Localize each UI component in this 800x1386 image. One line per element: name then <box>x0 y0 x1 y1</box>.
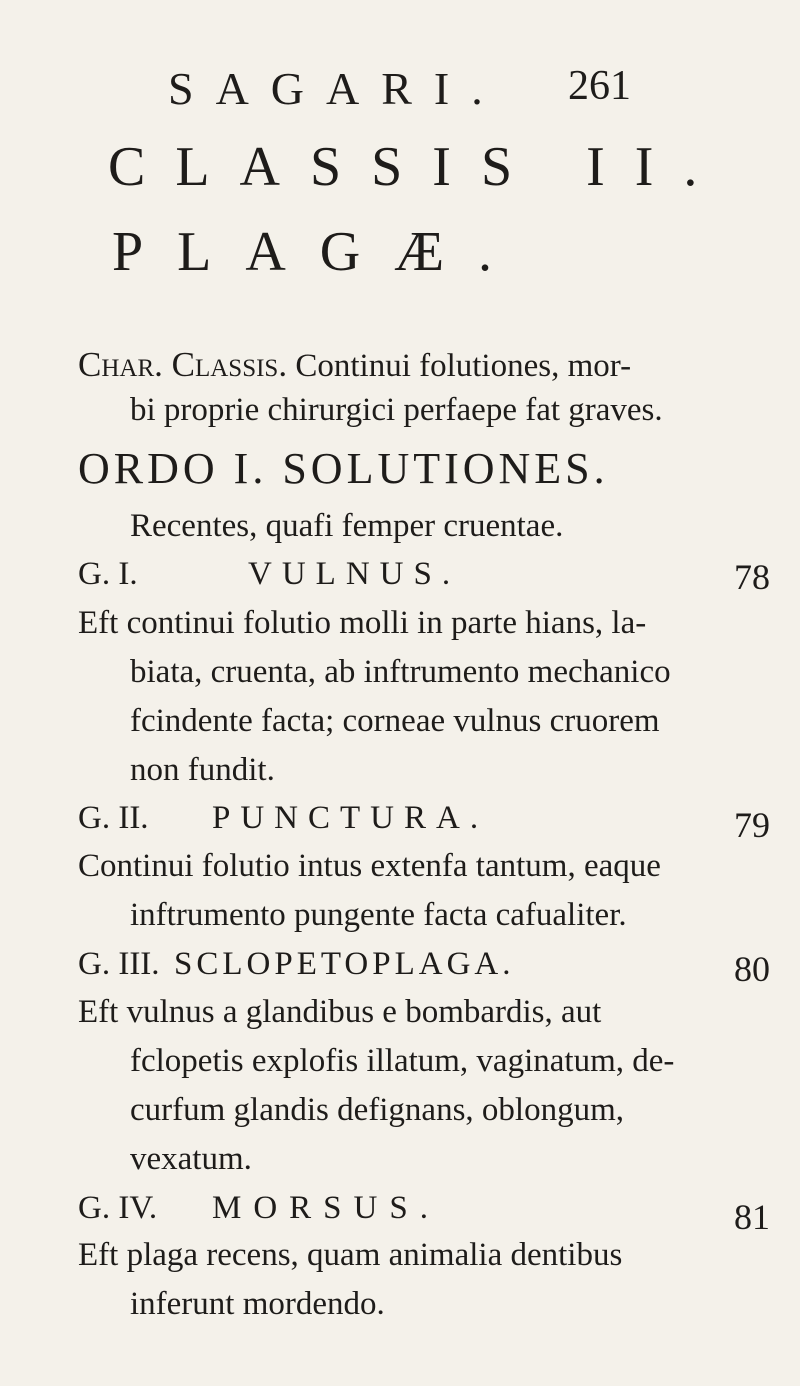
genus-2-heading <box>78 800 489 837</box>
genus-1-name: VULNUS. <box>248 556 461 592</box>
genus-1-line: fcindente facta; corneae vulnus cruorem <box>130 703 660 739</box>
char-line-1 <box>78 345 631 385</box>
genus-3-line: Eft vulnus a glandibus e bombardis, aut <box>78 994 602 1030</box>
char-label: Char. Classis. <box>78 345 288 384</box>
page-number: 261 <box>568 63 631 109</box>
genus-3-line: vexatum. <box>130 1141 252 1177</box>
genus-1-line: biata, cruenta, ab inftrumento mechanico <box>130 654 671 690</box>
classis-heading: CLASSIS II. <box>108 136 728 198</box>
genus-2-name: PUNCTURA. <box>212 800 489 836</box>
genus-4-margin-number: 81 <box>734 1197 770 1237</box>
genus-2-line: Continui folutio intus extenfa tantum, eaque <box>78 848 661 884</box>
genus-3-line: curfum glandis defignans, oblongum, <box>130 1092 625 1128</box>
running-head-title: SAGARI. <box>168 63 505 114</box>
genus-1-margin-number: 78 <box>734 557 770 597</box>
genus-3-heading <box>78 946 515 983</box>
ordo-title: ORDO I. SOLUTIONES. <box>78 444 609 493</box>
char-text-1: Continui folutiones, mor- <box>295 348 632 384</box>
genus-2-margin-number: 79 <box>734 805 770 845</box>
genus-1-line: Eft continui folutio molli in parte hians, la- <box>78 605 647 641</box>
genus-4-line: Eft plaga recens, quam animalia dentibus <box>78 1237 623 1273</box>
genus-2-number: G. II. <box>78 800 149 836</box>
genus-4-number: G. IV. <box>78 1190 158 1226</box>
ordo-subtitle: Recentes, quafi femper cruentae. <box>130 508 564 544</box>
char-line-2: bi proprie chirurgici perfaepe fat graves. <box>130 392 663 428</box>
genus-3-line: fclopetis explofis illatum, vaginatum, de- <box>130 1043 675 1079</box>
genus-3-number: G. III. <box>78 946 160 982</box>
genus-1-line: non fundit. <box>130 752 275 788</box>
genus-4-heading <box>78 1190 440 1227</box>
genus-1-heading <box>78 556 461 593</box>
genus-4-line: inferunt mordendo. <box>130 1286 385 1322</box>
genus-1-number: G. I. <box>78 556 138 592</box>
plagae-heading: PLAGÆ. <box>112 221 527 283</box>
genus-4-name: MORSUS. <box>212 1190 440 1226</box>
genus-2-line: inftrumento pungente facta cafualiter. <box>130 897 627 933</box>
genus-3-margin-number: 80 <box>734 949 770 989</box>
genus-3-name: SCLOPETOPLAGA. <box>174 946 515 982</box>
